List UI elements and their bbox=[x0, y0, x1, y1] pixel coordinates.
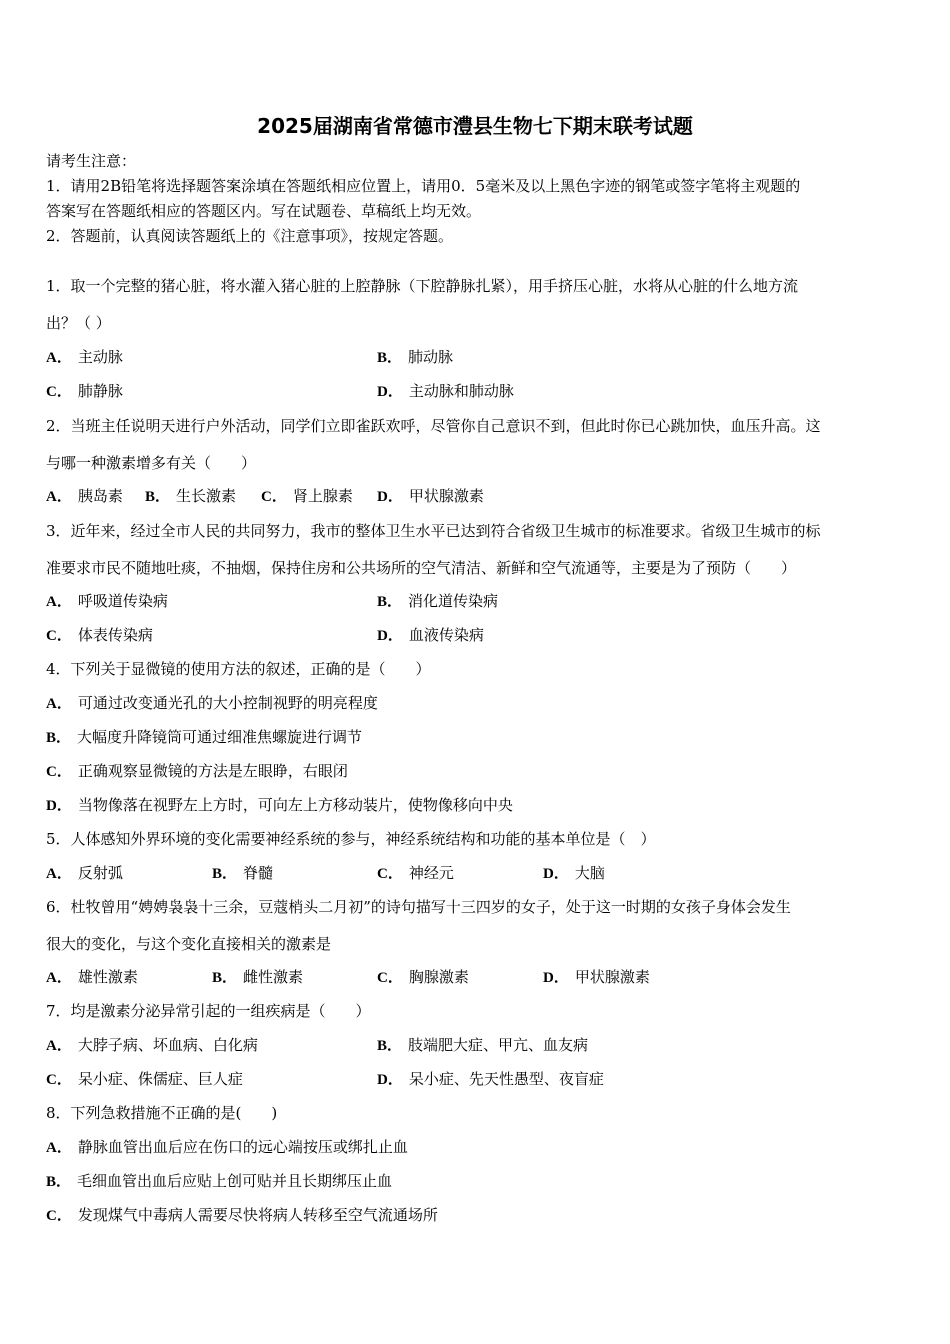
q7-option-a: A． 大脖子病、坏血病、白化病 bbox=[46, 1036, 258, 1054]
q3-option-a: A． 呼吸道传染病 bbox=[46, 592, 168, 610]
q2-option-b: B． 生长激素 bbox=[145, 487, 237, 505]
q4-option-c: C． 正确观察显微镜的方法是左眼睁，右眼闭 bbox=[46, 762, 348, 780]
question-6-stem-1: 6．杜牧曾用“娉娉袅袅十三余，豆蔻梢头二月初”的诗句描写十三四岁的女子，处于这一时期的女孩子身体会发生 bbox=[46, 898, 791, 916]
question-3-stem-2: 准要求市民不随地吐痰，不抽烟，保持住房和公共场所的空气清洁、新鲜和空气流通等，主要是为了预防（ ） bbox=[46, 559, 797, 577]
q1-option-c: C． 肺静脉 bbox=[46, 382, 123, 400]
question-2-stem-2: 与哪一种激素增多有关（ ） bbox=[46, 454, 257, 472]
q2-option-a: A． 胰岛素 bbox=[46, 487, 123, 505]
notice-line-2: 2．答题前，认真阅读答题纸上的《注意事项》，按规定答题。 bbox=[46, 227, 454, 245]
q1-option-a: A． 主动脉 bbox=[46, 348, 123, 366]
q7-option-b: B． 肢端肥大症、甲亢、血友病 bbox=[377, 1036, 589, 1054]
q7-option-d: D． 呆小症、先天性愚型、夜盲症 bbox=[377, 1070, 604, 1088]
question-6-stem-2: 很大的变化，与这个变化直接相关的激素是 bbox=[46, 935, 332, 953]
q1-option-b: B． 肺动脉 bbox=[377, 348, 454, 366]
q4-option-a: A． 可通过改变通光孔的大小控制视野的明亮程度 bbox=[46, 694, 378, 712]
q2-option-d: D． 甲状腺激素 bbox=[377, 487, 484, 505]
q3-option-d: D． 血液传染病 bbox=[377, 626, 484, 644]
notice-line-1b: 答案写在答题纸相应的答题区内。写在试题卷、草稿纸上均无效。 bbox=[46, 202, 482, 220]
question-5-stem: 5．人体感知外界环境的变化需要神经系统的参与，神经系统结构和功能的基本单位是（ ） bbox=[46, 830, 656, 848]
question-7-stem: 7．均是激素分泌异常引起的一组疾病是（ ） bbox=[46, 1002, 371, 1020]
q1-option-d: D． 主动脉和肺动脉 bbox=[377, 382, 514, 400]
q3-option-b: B． 消化道传染病 bbox=[377, 592, 499, 610]
notice-line-1a: 1．请用2B铅笔将选择题答案涂填在答题纸相应位置上，请用0．5毫米及以上黑色字迹的钢笔或签字笔将主观题的 bbox=[46, 177, 801, 195]
q4-option-d: D． 当物像落在视野左上方时，可向左上方移动装片，使物像移向中央 bbox=[46, 796, 513, 814]
q2-option-c: C． 肾上腺素 bbox=[261, 487, 353, 505]
question-3-stem-1: 3．近年来，经过全市人民的共同努力，我市的整体卫生水平已达到符合省级卫生城市的标准要求。省级卫生城市的标 bbox=[46, 522, 821, 540]
q5-option-a: A． 反射弧 bbox=[46, 864, 123, 882]
q8-option-c: C． 发现煤气中毒病人需要尽快将病人转移至空气流通场所 bbox=[46, 1206, 438, 1224]
q6-option-c: C． 胸腺激素 bbox=[377, 968, 469, 986]
q5-option-b: B． 脊髓 bbox=[212, 864, 274, 882]
q8-option-b: B． 毛细血管出血后应贴上创可贴并且长期绑压止血 bbox=[46, 1172, 393, 1190]
q3-option-c: C． 体表传染病 bbox=[46, 626, 153, 644]
q4-option-b: B． 大幅度升降镜筒可通过细准焦螺旋进行调节 bbox=[46, 728, 363, 746]
q6-option-b: B． 雌性激素 bbox=[212, 968, 304, 986]
question-2-stem-1: 2．当班主任说明天进行户外活动，同学们立即雀跃欢呼，尽管你自己意识不到，但此时你已心跳加快，血压升高。这 bbox=[46, 417, 821, 435]
q5-option-d: D． 大脑 bbox=[543, 864, 605, 882]
notice-heading: 请考生注意： bbox=[46, 152, 137, 170]
q5-option-c: C． 神经元 bbox=[377, 864, 454, 882]
page-title: 2025届湖南省常德市澧县生物七下期末联考试题 bbox=[257, 114, 693, 138]
question-1-stem-2: 出？（ ） bbox=[46, 314, 111, 332]
question-1-stem-1: 1．取一个完整的猪心脏，将水灌入猪心脏的上腔静脉（下腔静脉扎紧），用手挤压心脏，水将从心脏的什么地方流 bbox=[46, 277, 799, 295]
question-8-stem: 8．下列急救措施不正确的是( ) bbox=[46, 1104, 278, 1122]
q8-option-a: A． 静脉血管出血后应在伤口的远心端按压或绑扎止血 bbox=[46, 1138, 408, 1156]
q6-option-d: D． 甲状腺激素 bbox=[543, 968, 650, 986]
q7-option-c: C． 呆小症、侏儒症、巨人症 bbox=[46, 1070, 243, 1088]
q6-option-a: A． 雄性激素 bbox=[46, 968, 138, 986]
question-4-stem: 4．下列关于显微镜的使用方法的叙述，正确的是（ ） bbox=[46, 660, 431, 678]
